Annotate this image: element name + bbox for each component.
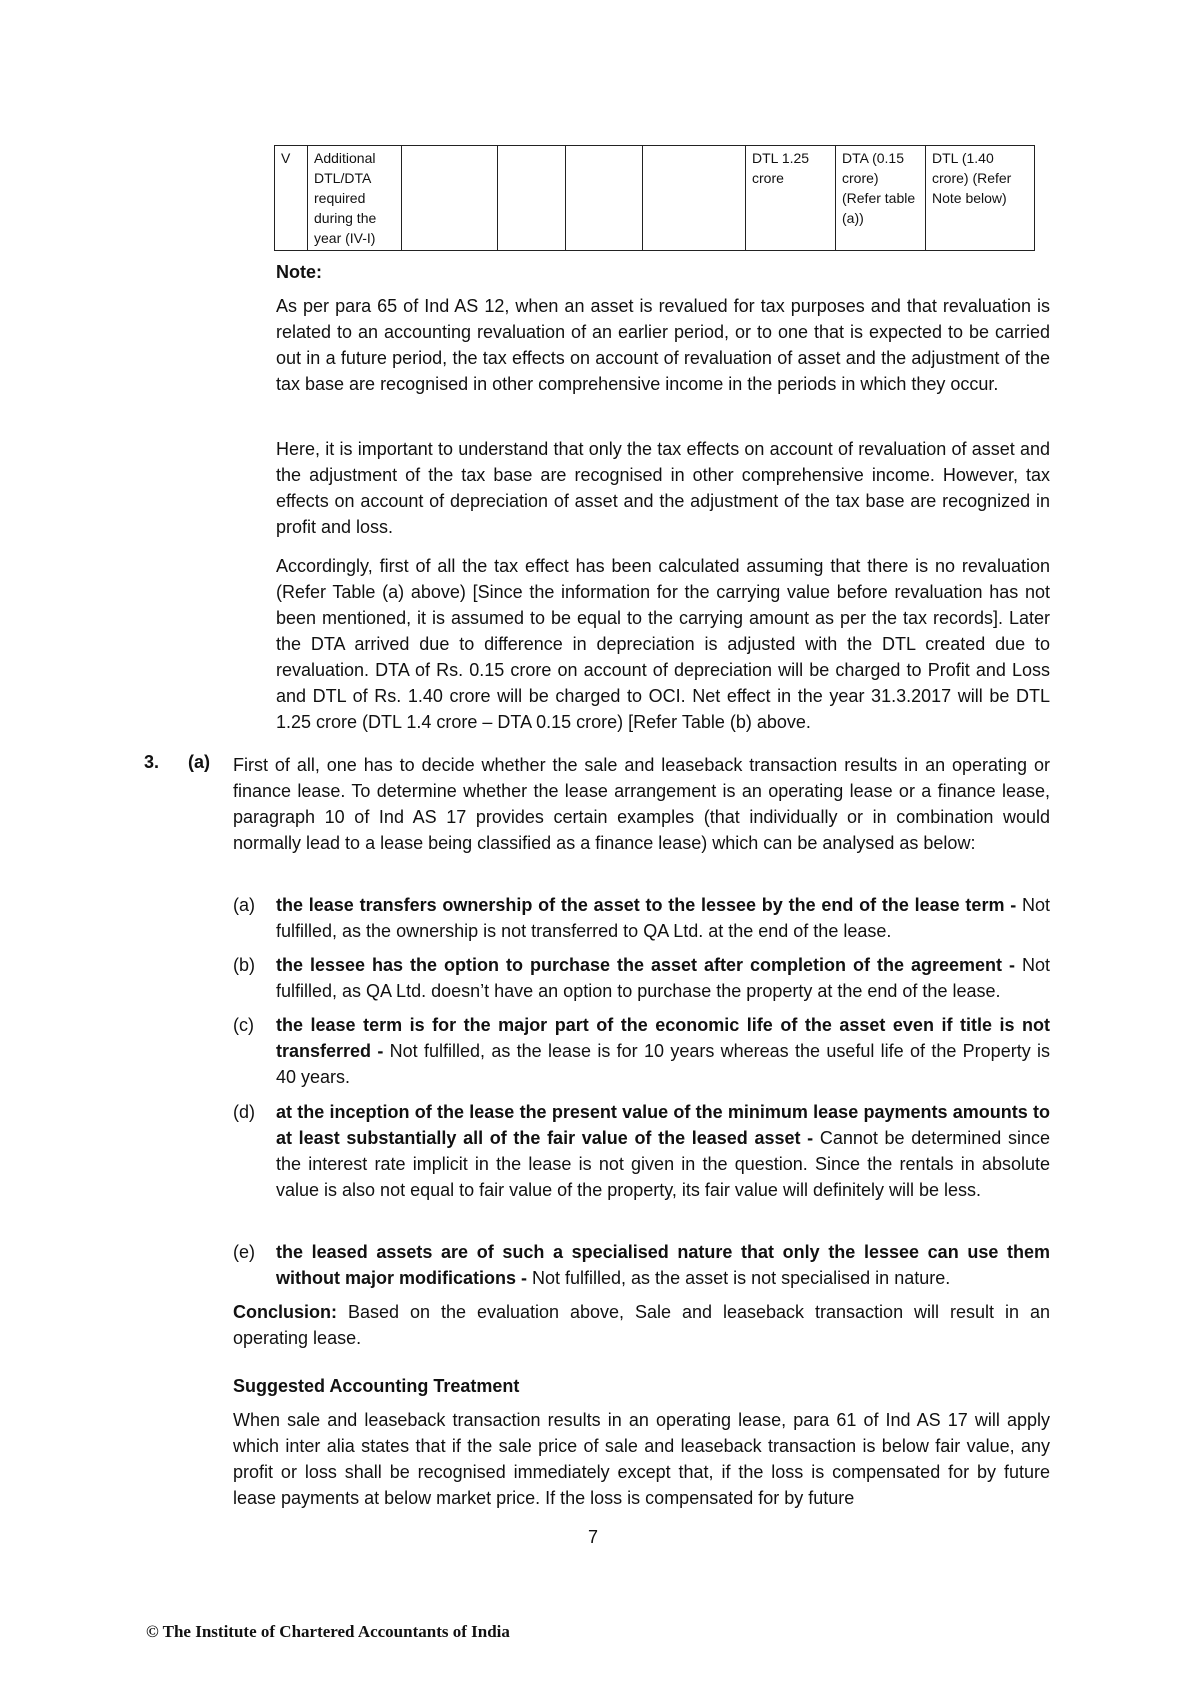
section-heading: Suggested Accounting Treatment: [233, 1376, 520, 1396]
list-item: [276, 1012, 1050, 1090]
question-sub-label: (a): [188, 752, 210, 772]
table-cell: DTL 1.25 crore: [746, 146, 836, 251]
item-label: (d): [233, 1102, 255, 1122]
item-bold-text: the lessee has the option to purchase the asset after completion of the agreement -: [276, 955, 1015, 975]
item-text: Not fulfilled, as the lease is for 10 years whereas the useful life of the Property is 40 years.: [276, 1041, 1051, 1087]
question-number: 3.: [144, 752, 160, 772]
item-text: Cannot be determined since the interest rate implicit in the lease is not given in the question. Since the rentals in absolute value is also not equal to fair value of the property, its fair value will definitely will be less.: [276, 1128, 1050, 1200]
note-paragraph-1: As per para 65 of Ind AS 12, when an asset is revalued for tax purposes and that revaluation is related to an accounting revaluation of an earlier period, or to one that is expected to be carried out in a future period, the tax effects on account of revaluation of asset and the adjustment of the tax base are recognised in other comprehensive income in the periods in which they occur.: [276, 296, 1050, 394]
list-item: [276, 1099, 1050, 1203]
table-cell: DTL (1.40 crore) (Refer Note below): [926, 146, 1035, 251]
footer-copyright: © The Institute of Chartered Accountants of India: [146, 1622, 510, 1641]
page-number: 7: [588, 1527, 599, 1547]
list-item: [276, 1239, 1050, 1291]
item-bold-text: the leased assets are of such a specialised nature that only the lessee can use them without major modifications -: [276, 1242, 1050, 1288]
table-cell: Additional DTL/DTA required during the year (IV-I): [308, 146, 402, 251]
table-cell: [498, 146, 566, 251]
treatment-paragraph: When sale and leaseback transaction results in an operating lease, para 61 of Ind AS 17 will apply which inter alia states that if the sale price of sale and leaseback transaction is below fair value, any profit or loss shall be recognised immediately except that, if the loss is compensated for by future lease payments at below market price. If the loss is compensated for by future: [233, 1410, 1050, 1508]
table-row: [275, 146, 1035, 251]
table-cell: [402, 146, 498, 251]
table-cell: [643, 146, 746, 251]
note-heading: Note:: [276, 262, 322, 282]
note-paragraph-3: Accordingly, first of all the tax effect has been calculated assuming that there is no revaluation (Refer Table (a) above) [Since the information for the carrying value before revaluation has not been mentioned, it is assumed to be equal to the carrying amount as per the tax records]. Later the DTA arrived due to difference in depreciation is adjusted with the DTL created due to revaluation. DTA of Rs. 0.15 crore on account of depreciation will be charged to Profit and Loss and DTL of Rs. 1.40 crore will be charged to OCI. Net effect in the year 31.3.2017 will be DTL 1.25 crore (DTL 1.4 crore – DTA 0.15 crore) [Refer Table (b) above.: [276, 556, 1050, 732]
note-paragraph-2: Here, it is important to understand that only the tax effects on account of revaluation of asset and the adjustment of the tax base are recognised in other comprehensive income. However, tax effects on account of depreciation of asset and the adjustment of the tax base are recognized in profit and loss.: [276, 439, 1050, 537]
item-label: (c): [233, 1015, 254, 1035]
item-bold-text: the lease term is for the major part of the economic life of the asset even if title is not transferred -: [276, 1015, 1050, 1061]
table-cell: [566, 146, 643, 251]
item-label: (b): [233, 955, 255, 975]
item-text: Not fulfilled, as the asset is not specialised in nature.: [527, 1268, 951, 1288]
item-text: Not fulfilled, as QA Ltd. doesn’t have an option to purchase the property at the end of the lease.: [276, 955, 1050, 1001]
list-item: [276, 892, 1050, 944]
table-cell: V: [275, 146, 308, 251]
conclusion-paragraph: [233, 1299, 1050, 1351]
item-bold-text: at the inception of the lease the present value of the minimum lease payments amounts to at least substantially all of the fair value of the leased asset -: [276, 1102, 1050, 1148]
question-intro: First of all, one has to decide whether the sale and leaseback transaction results in an operating or finance lease. To determine whether the lease arrangement is an operating lease or a finance lease, paragraph 10 of Ind AS 17 provides certain examples (that individually or in combination would normally lead to a lease being classified as a finance lease) which can be analysed as below:: [233, 755, 1050, 853]
item-text: Not fulfilled, as the ownership is not transferred to QA Ltd. at the end of the lease.: [276, 895, 1050, 941]
item-label: (e): [233, 1242, 255, 1262]
conclusion-text: Based on the evaluation above, Sale and leaseback transaction will result in an operating lease.: [233, 1302, 1050, 1348]
list-item: [276, 952, 1050, 1004]
table-cell: DTA (0.15 crore) (Refer table (a)): [836, 146, 926, 251]
dtl-dta-table: [274, 145, 1035, 251]
item-bold-text: the lease transfers ownership of the asset to the lessee by the end of the lease term -: [276, 895, 1017, 915]
conclusion-label: Conclusion:: [233, 1302, 337, 1322]
item-label: (a): [233, 895, 255, 915]
